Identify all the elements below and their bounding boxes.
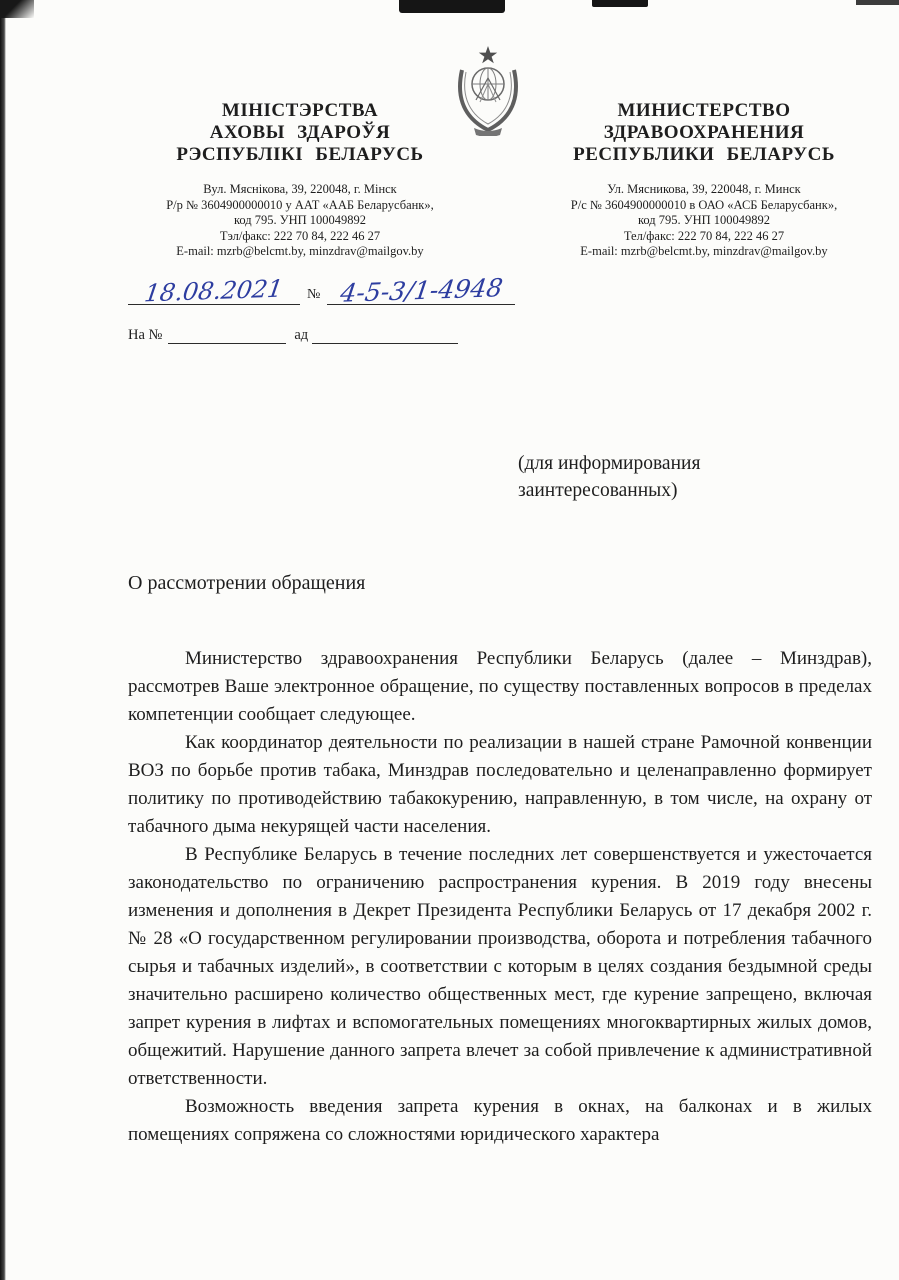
body-paragraph: Как координатор деятельности по реализации в нашей стране Рамочной конвенции ВОЗ по борьбе против табака, Минздрав последовательно и целенаправленно формирует политику по противодействию табакокурению, направленную, в том числе, на охрану от табачного дыма некурящей части населения. (128, 732, 872, 837)
address-line: код 795. УНП 100049892 (233, 213, 367, 227)
ministry-address-by (145, 182, 455, 260)
date-blank-line (128, 274, 300, 308)
ministry-title-ru-line: ЗДРАВООХРАНЕНИЯ (603, 122, 805, 143)
ministry-title-by-line: МІНІСТЭРСТВА (221, 100, 379, 121)
ministry-title-ru-line: МИНИСТЕРСТВО (617, 100, 791, 121)
blank-line (312, 329, 458, 344)
address-line: Тэл/факс: 222 70 84, 222 46 27 (219, 228, 381, 243)
scan-artifact-top-corner (0, 0, 34, 18)
number-blank-line (327, 273, 515, 308)
address-line: Тел/факс: 222 70 84, 222 46 27 (623, 228, 785, 243)
belarus-coat-of-arms-icon (452, 44, 524, 136)
address-line: Р/с № 3604900000010 в ОАО «АСБ Беларусбанк», (570, 197, 838, 212)
subject-line: О рассмотрении обращения (128, 572, 366, 594)
scan-artifact-top-bar (399, 0, 505, 13)
blank-line (168, 329, 286, 344)
ministry-title-by-line: АХОВЫ ЗДАРОЎЯ (209, 122, 391, 143)
outgoing-reference-row (128, 273, 515, 308)
ad-label: ад (294, 327, 309, 343)
number-sign: № (307, 287, 321, 302)
letterhead-russian (538, 100, 870, 260)
scan-artifact-top-right (856, 0, 899, 5)
address-line: E-mail: mzrb@belcmt.by, minzdrav@mailgov.by (580, 244, 828, 258)
incoming-reference-row (128, 327, 458, 344)
recipient-note: (для информирования заинтересованных) (518, 453, 701, 501)
na-no-label: На № (128, 327, 163, 343)
letterhead-belarusian (145, 100, 455, 260)
body-paragraph: Министерство здравоохранения Республики Беларусь (далее – Минздрав), рассмотрев Ваше электронное обращение, по существу поставленных вопросов в пределах компетенции сообщает следующее. (128, 648, 872, 725)
handwritten-number: 4-5-3/1-4948 (338, 273, 505, 308)
ministry-title-ru (538, 100, 870, 166)
address-line: код 795. УНП 100049892 (637, 213, 771, 227)
scan-artifact-left-edge (0, 0, 6, 1280)
body-paragraph: В Республике Беларусь в течение последних лет совершенствуется и ужесточается законодательство по ограничению распространения курения. В 2019 году внесены изменения и дополнения в Декрет Президента Республики Беларусь от 17 декабря 2002 г. № 28 «О государственном регулировании производства, оборота и потребления табачного сырья и табачных изделий», в соответствии с которым в целях создания бездымной среды значительно расширено количество общественных мест, где курение запрещено, включая запрет курения в лифтах и вспомогательных помещениях многоквартирных жилых домов, общежитий. Нарушение данного запрета влечет за собой привлечение к административной ответственности. (128, 844, 872, 1089)
ministry-title-by-line: РЭСПУБЛІКІ БЕЛАРУСЬ (176, 144, 424, 165)
ministry-title-ru-line: РЕСПУБЛИКИ БЕЛАРУСЬ (573, 144, 835, 165)
ministry-title-by (145, 100, 455, 166)
body-paragraph: Возможность введения запрета курения в окнах, на балконах и в жилых помещениях сопряжена со сложностями юридического характера (128, 1096, 872, 1145)
handwritten-date: 18.08.2021 (142, 274, 286, 308)
ministry-address-ru (538, 182, 870, 260)
address-line: E-mail: mzrb@belcmt.by, minzdrav@mailgov.by (176, 244, 424, 258)
letter-body (128, 645, 872, 1149)
address-line: Ул. Мясникова, 39, 220048, г. Минск (607, 182, 801, 196)
scan-artifact-top-bar (592, 0, 648, 7)
address-line: Р/р № 3604900000010 у ААТ «ААБ Беларусбанк», (166, 197, 434, 212)
address-line: Вул. Мяснікова, 39, 220048, г. Мінск (203, 182, 397, 196)
